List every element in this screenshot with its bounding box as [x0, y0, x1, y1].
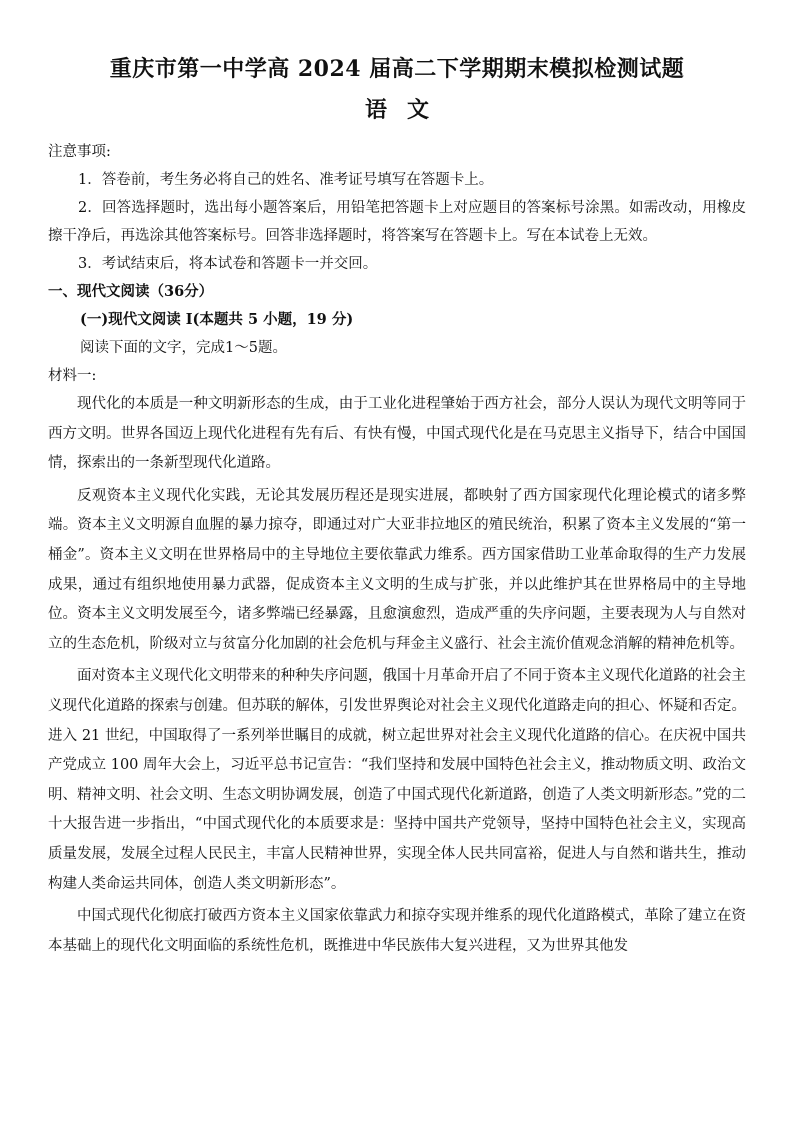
note-item-3: 3．考试结束后，将本试卷和答题卡一并交回。: [78, 256, 378, 272]
material-paragraph-3: 面对资本主义现代化文明带来的种种失序问题，俄国十月革命开启了不同于资本主义现代化道路的社会主义现代化道路的探索与创建。但苏联的解体，引发世界舆论对社会主义现代化道路走向的担心、怀疑和否定。进入 21 世纪，中国取得了一系列举世瞩目的成就，树立起世界对社会主义现代化道路的信心。在庆祝中国共产党成立 100 周年大会上，习近平总书记宣告：“我们坚持和发展中国特色社会主义，推动物质文明、政治文明、精神文明、社会文明、生态文明协调发展，创造了中国式现代化新道路，创造了人类文明新形态。”党的二十大报告进一步指出，“中国式现代化的本质要求是：坚持中国共产党领导，坚持中国特色社会主义，实现高质量发展，发展全过程人民民主，丰富人民精神世界，实现全体人民共同富裕，促进人与自然和谐共生，推动构建人类命运共同体，创造人类文明新形态”。: [48, 668, 746, 892]
material-paragraph-2: 反观资本主义现代化实践，无论其发展历程还是现实进展，都映射了西方国家现代化理论模式的诸多弊端。资本主义文明源自血腥的暴力掠夺，即通过对广大亚非拉地区的殖民统治，积累了资本主义发展的“第一桶金”。资本主义文明在世界格局中的主导地位主要依靠武力维系。西方国家借助工业革命取得的生产力发展成果，通过有组织地使用暴力武器，促成资本主义文明的生成与扩张，并以此维护其在世界格局中的主导地位。资本主义文明发展至今，诸多弊端已经暴露，且愈演愈烈，造成严重的失序问题，主要表现为人与自然对立的生态危机，阶级对立与贫富分化加剧的社会危机与拜金主义盛行、社会主流价值观念消解的精神危机等。: [48, 487, 746, 652]
section-subheading: (一)现代文阅读 I(本题共 5 小题，19 分): [80, 311, 354, 328]
reading-section: [48, 278, 746, 961]
notes-section: [48, 138, 746, 278]
note-item-1: 1．答卷前，考生务必将自己的姓名、准考证号填写在答题卡上。: [78, 172, 494, 188]
exam-page: [48, 52, 746, 964]
exam-title: 重庆市第一中学高 2024 届高二下学期期末模拟检测试题: [109, 56, 685, 82]
subject-title: 语文: [364, 97, 449, 123]
material-paragraph-1: 现代化的本质是一种文明新形态的生成，由于工业化进程肇始于西方社会，部分人误认为现代文明等同于西方文明。世界各国迈上现代化进程有先有后、有快有慢，中国式现代化是在马克思主义指导下，结合中国国情，探索出的一条新型现代化道路。: [48, 396, 746, 472]
section-instruction: 阅读下面的文字，完成1～5题。: [80, 340, 287, 356]
notes-heading: 注意事项:: [48, 144, 111, 160]
material-label: 材料一:: [48, 368, 97, 384]
material-paragraph-4: 中国式现代化彻底打破西方资本主义国家依靠武力和掠夺实现并维系的现代化道路模式，革除了建立在资本基础上的现代化文明面临的系统性危机，既推进中华民族伟大复兴进程，又为世界其他发: [48, 908, 746, 954]
note-item-2: 2．回答选择题时，选出每小题答案后，用铅笔把答题卡上对应题目的答案标号涂黑。如需改动，用橡皮擦干净后，再选涂其他答案标号。回答非选择题时，将答案写在答题卡上。写在本试卷上无效。: [48, 200, 746, 244]
section-heading: 一、现代文阅读（36分）: [48, 283, 214, 300]
